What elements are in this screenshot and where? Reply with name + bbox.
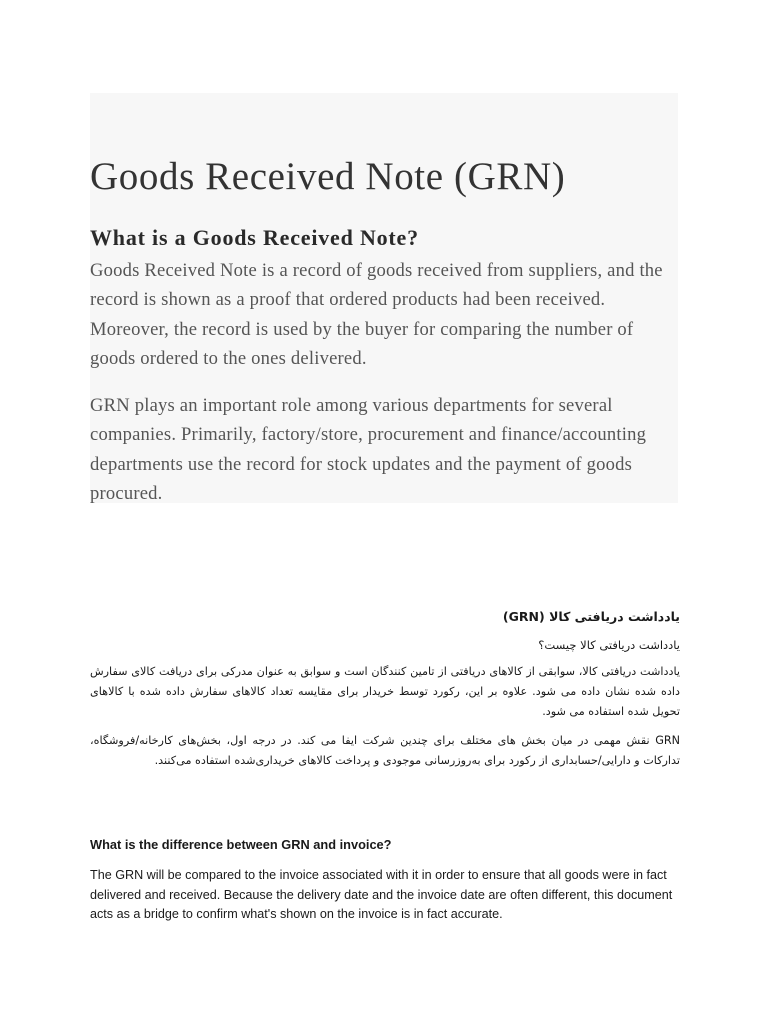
invoice-difference-paragraph: The GRN will be compared to the invoice associated with it in order to ensure that all goods were in fact delivered and received. Because the delivery date and the invoice date are often different, this document acts as a bridge to confirm what's shown on the invoice is in fact accurate.	[90, 868, 673, 921]
english-paragraph-2: GRN plays an important role among various departments for several companies. Primarily, factory/store, procurement and finance/accounting departments use the record for stock updates and the payment of goods procured.	[90, 395, 647, 504]
page-title: Goods Received Note (GRN)	[90, 155, 566, 198]
english-paragraph-1: Goods Received Note is a record of goods received from suppliers, and the record is shown as a proof that ordered products had been received. Moreover, the record is used by the buyer for comparing the number of goods ordered to the ones delivered.	[90, 260, 663, 369]
persian-paragraph-2: GRN نقش مهمی در میان بخش های مختلف برای چندین شرکت ایفا می کند. در درجه اول، بخش‌های کارخانه/فروشگاه، تدارکات و دارایی/حسابداری از رکورد برای به‌روزرسانی موجودی و پرداخت کالاهای خریداری‌شده استفاده می‌کنند.	[90, 734, 680, 767]
persian-question: یادداشت دریافتی کالا چیست؟	[538, 638, 680, 652]
invoice-difference-heading: What is the difference between GRN and invoice?	[90, 837, 392, 852]
section-heading: What is a Goods Received Note?	[90, 225, 419, 250]
persian-title: یادداشت دریافتی کالا (GRN)	[502, 609, 680, 624]
persian-paragraph-1: یادداشت دریافتی کالا، سوابقی از کالاهای دریافتی از تامین کنندگان است و سوابق به عنوان مدرکی برای دریافت کالای سفارش داده شده نشان داده می شود. علاوه بر این، رکورد توسط خریدار برای مقایسه تعداد کالاهای سفارش داده شده با کالاهای تحویل شده استفاده می شود.	[90, 665, 680, 718]
